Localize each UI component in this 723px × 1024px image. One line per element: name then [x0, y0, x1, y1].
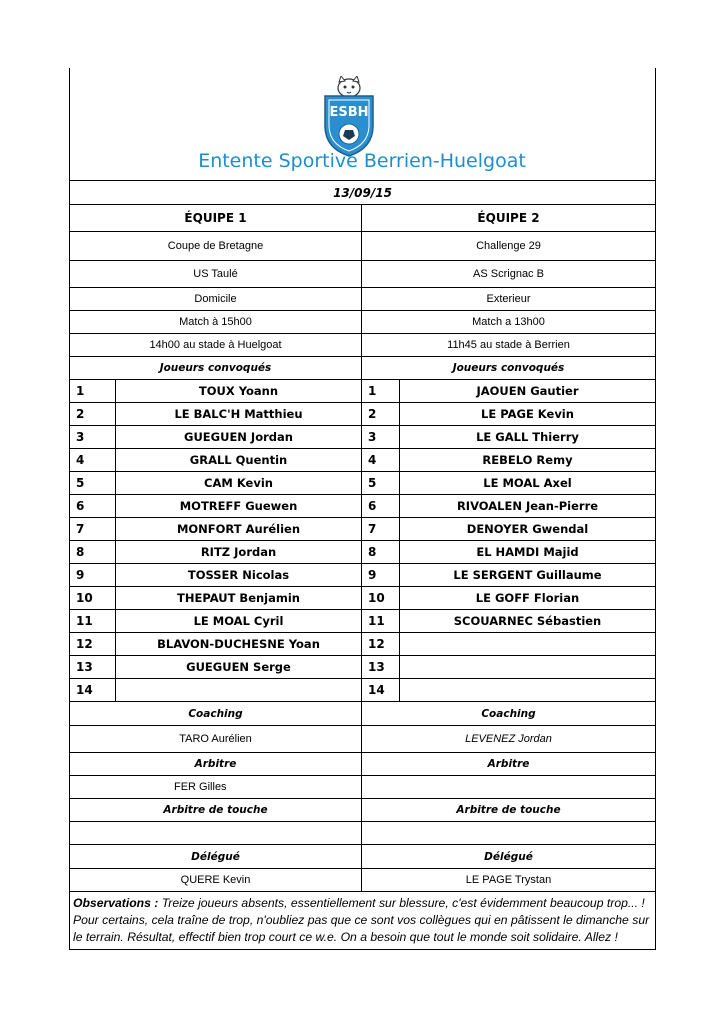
team2-player: SCOUARNEC Sébastien	[400, 610, 656, 633]
team2-player: LE PAGE Kevin	[400, 403, 656, 426]
player-number: 6	[362, 495, 400, 518]
team1-referee: FER Gilles	[70, 776, 362, 799]
player-number: 14	[362, 679, 400, 702]
observations-row	[70, 892, 656, 950]
team2-player: EL HAMDI Majid	[400, 541, 656, 564]
team1-player: LE MOAL Cyril	[116, 610, 362, 633]
roster-row	[70, 541, 656, 564]
team1-player: CAM Kevin	[116, 472, 362, 495]
roster-row	[70, 656, 656, 679]
team1-player: TOSSER Nicolas	[116, 564, 362, 587]
sheet-right-border	[655, 68, 656, 180]
team1-player: THEPAUT Benjamin	[116, 587, 362, 610]
team1-player: LE BALC'H Matthieu	[116, 403, 362, 426]
player-number: 7	[362, 518, 400, 541]
observations	[70, 892, 656, 950]
player-number: 12	[362, 633, 400, 656]
player-number: 14	[70, 679, 116, 702]
team2-player: LE SERGENT Guillaume	[400, 564, 656, 587]
team2-player: LE GALL Thierry	[400, 426, 656, 449]
referee-label-row	[70, 753, 656, 776]
roster-row	[70, 403, 656, 426]
player-number: 1	[70, 380, 116, 403]
team2-opponent: AS Scrignac B	[362, 261, 656, 288]
team2-venue: Exterieur	[362, 288, 656, 311]
linesman-label-row	[70, 799, 656, 822]
roster-row	[70, 380, 656, 403]
team1-player: TOUX Yoann	[116, 380, 362, 403]
team2-competition: Challenge 29	[362, 232, 656, 261]
competition-row	[70, 232, 656, 261]
roster-row	[70, 426, 656, 449]
team2-match-time: Match a 13h00	[362, 311, 656, 334]
match-date: 13/09/15	[70, 181, 656, 205]
team1-linesman	[70, 822, 362, 845]
referee-row	[70, 776, 656, 799]
team1-delegate: QUERE Kevin	[70, 869, 362, 892]
team2-player: LE MOAL Axel	[400, 472, 656, 495]
team1-delegate-label: Délégué	[70, 845, 362, 869]
roster-row	[70, 449, 656, 472]
team1-title: ÉQUIPE 1	[70, 205, 362, 232]
player-number: 11	[70, 610, 116, 633]
team2-delegate: LE PAGE Trystan	[362, 869, 656, 892]
match-sheet	[69, 68, 655, 950]
match-time-row	[70, 311, 656, 334]
team1-match-time: Match à 15h00	[70, 311, 362, 334]
team1-opponent: US Taulé	[70, 261, 362, 288]
player-number: 13	[70, 656, 116, 679]
roster-row	[70, 587, 656, 610]
team2-delegate-label: Délégué	[362, 845, 656, 869]
player-number: 2	[70, 403, 116, 426]
team2-meeting: 11h45 au stade à Berrien	[362, 334, 656, 357]
player-number: 6	[70, 495, 116, 518]
team1-player: GUEGUEN Serge	[116, 656, 362, 679]
roster-row	[70, 518, 656, 541]
player-number: 5	[362, 472, 400, 495]
team1-coach: TARO Aurélien	[70, 726, 362, 753]
team2-coaching-label: Coaching	[362, 702, 656, 726]
observations-text: Treize joueurs absents, essentiellement sur blessure, c'est évidemment beaucoup trop... ! Pour certains, cela traîne de trop, n'oubliez pas que ce sont vos collègues qui en pâtissent le dimanche sur le terrain. Résultat, effectif bien trop court ce w.e. On a besoin que tout le monde soit solidaire. Allez !	[73, 896, 650, 944]
roster-row	[70, 564, 656, 587]
delegate-label-row	[70, 845, 656, 869]
player-number: 12	[70, 633, 116, 656]
team2-player: REBELO Remy	[400, 449, 656, 472]
team2-player: JAOUEN Gautier	[400, 380, 656, 403]
team2-player	[400, 679, 656, 702]
roster-row	[70, 495, 656, 518]
player-number: 3	[362, 426, 400, 449]
team2-player: LE GOFF Florian	[400, 587, 656, 610]
delegate-row	[70, 869, 656, 892]
sheet-header	[69, 68, 655, 180]
roster-row	[70, 472, 656, 495]
team1-players-label: Joueurs convoqués	[70, 357, 362, 380]
player-number: 9	[70, 564, 116, 587]
team2-title: ÉQUIPE 2	[362, 205, 656, 232]
team1-player	[116, 679, 362, 702]
venue-row	[70, 288, 656, 311]
player-number: 10	[362, 587, 400, 610]
player-number: 13	[362, 656, 400, 679]
team2-player	[400, 633, 656, 656]
player-number: 9	[362, 564, 400, 587]
observations-label: Observations :	[73, 896, 159, 910]
roster-row	[70, 610, 656, 633]
team2-coach: LEVENEZ Jordan	[362, 726, 656, 753]
team2-linesman-label: Arbitre de touche	[362, 799, 656, 822]
sheet-table	[69, 180, 656, 950]
team1-venue: Domicile	[70, 288, 362, 311]
team1-player: GRALL Quentin	[116, 449, 362, 472]
player-number: 5	[70, 472, 116, 495]
player-number: 10	[70, 587, 116, 610]
team1-player: GUEGUEN Jordan	[116, 426, 362, 449]
logo-lettering: ESBH	[329, 105, 369, 120]
team2-player: RIVOALEN Jean-Pierre	[400, 495, 656, 518]
club-title: Entente Sportive Berrien-Huelgoat	[198, 150, 526, 172]
meeting-row	[70, 334, 656, 357]
team2-referee-label: Arbitre	[362, 753, 656, 776]
coaching-label-row	[70, 702, 656, 726]
team1-referee-label: Arbitre	[70, 753, 362, 776]
team2-player: DENOYER Gwendal	[400, 518, 656, 541]
roster-row	[70, 633, 656, 656]
roster-row	[70, 679, 656, 702]
team1-player: BLAVON-DUCHESNE Yoan	[116, 633, 362, 656]
players-label-row	[70, 357, 656, 380]
player-number: 2	[362, 403, 400, 426]
player-number: 1	[362, 380, 400, 403]
team-header-row	[70, 205, 656, 232]
player-number: 11	[362, 610, 400, 633]
club-logo	[319, 76, 379, 158]
team1-player: MOTREFF Guewen	[116, 495, 362, 518]
player-number: 4	[362, 449, 400, 472]
coach-row	[70, 726, 656, 753]
player-number: 7	[70, 518, 116, 541]
team2-player	[400, 656, 656, 679]
team1-coaching-label: Coaching	[70, 702, 362, 726]
player-number: 3	[70, 426, 116, 449]
date-row	[70, 181, 656, 205]
team1-player: MONFORT Aurélien	[116, 518, 362, 541]
team2-linesman	[362, 822, 656, 845]
player-number: 8	[70, 541, 116, 564]
opponent-row	[70, 261, 656, 288]
team1-linesman-label: Arbitre de touche	[70, 799, 362, 822]
team2-referee	[362, 776, 656, 799]
team2-players-label: Joueurs convoqués	[362, 357, 656, 380]
team1-meeting: 14h00 au stade à Huelgoat	[70, 334, 362, 357]
team1-player: RITZ Jordan	[116, 541, 362, 564]
player-number: 8	[362, 541, 400, 564]
player-number: 4	[70, 449, 116, 472]
team1-competition: Coupe de Bretagne	[70, 232, 362, 261]
linesman-row	[70, 822, 656, 845]
